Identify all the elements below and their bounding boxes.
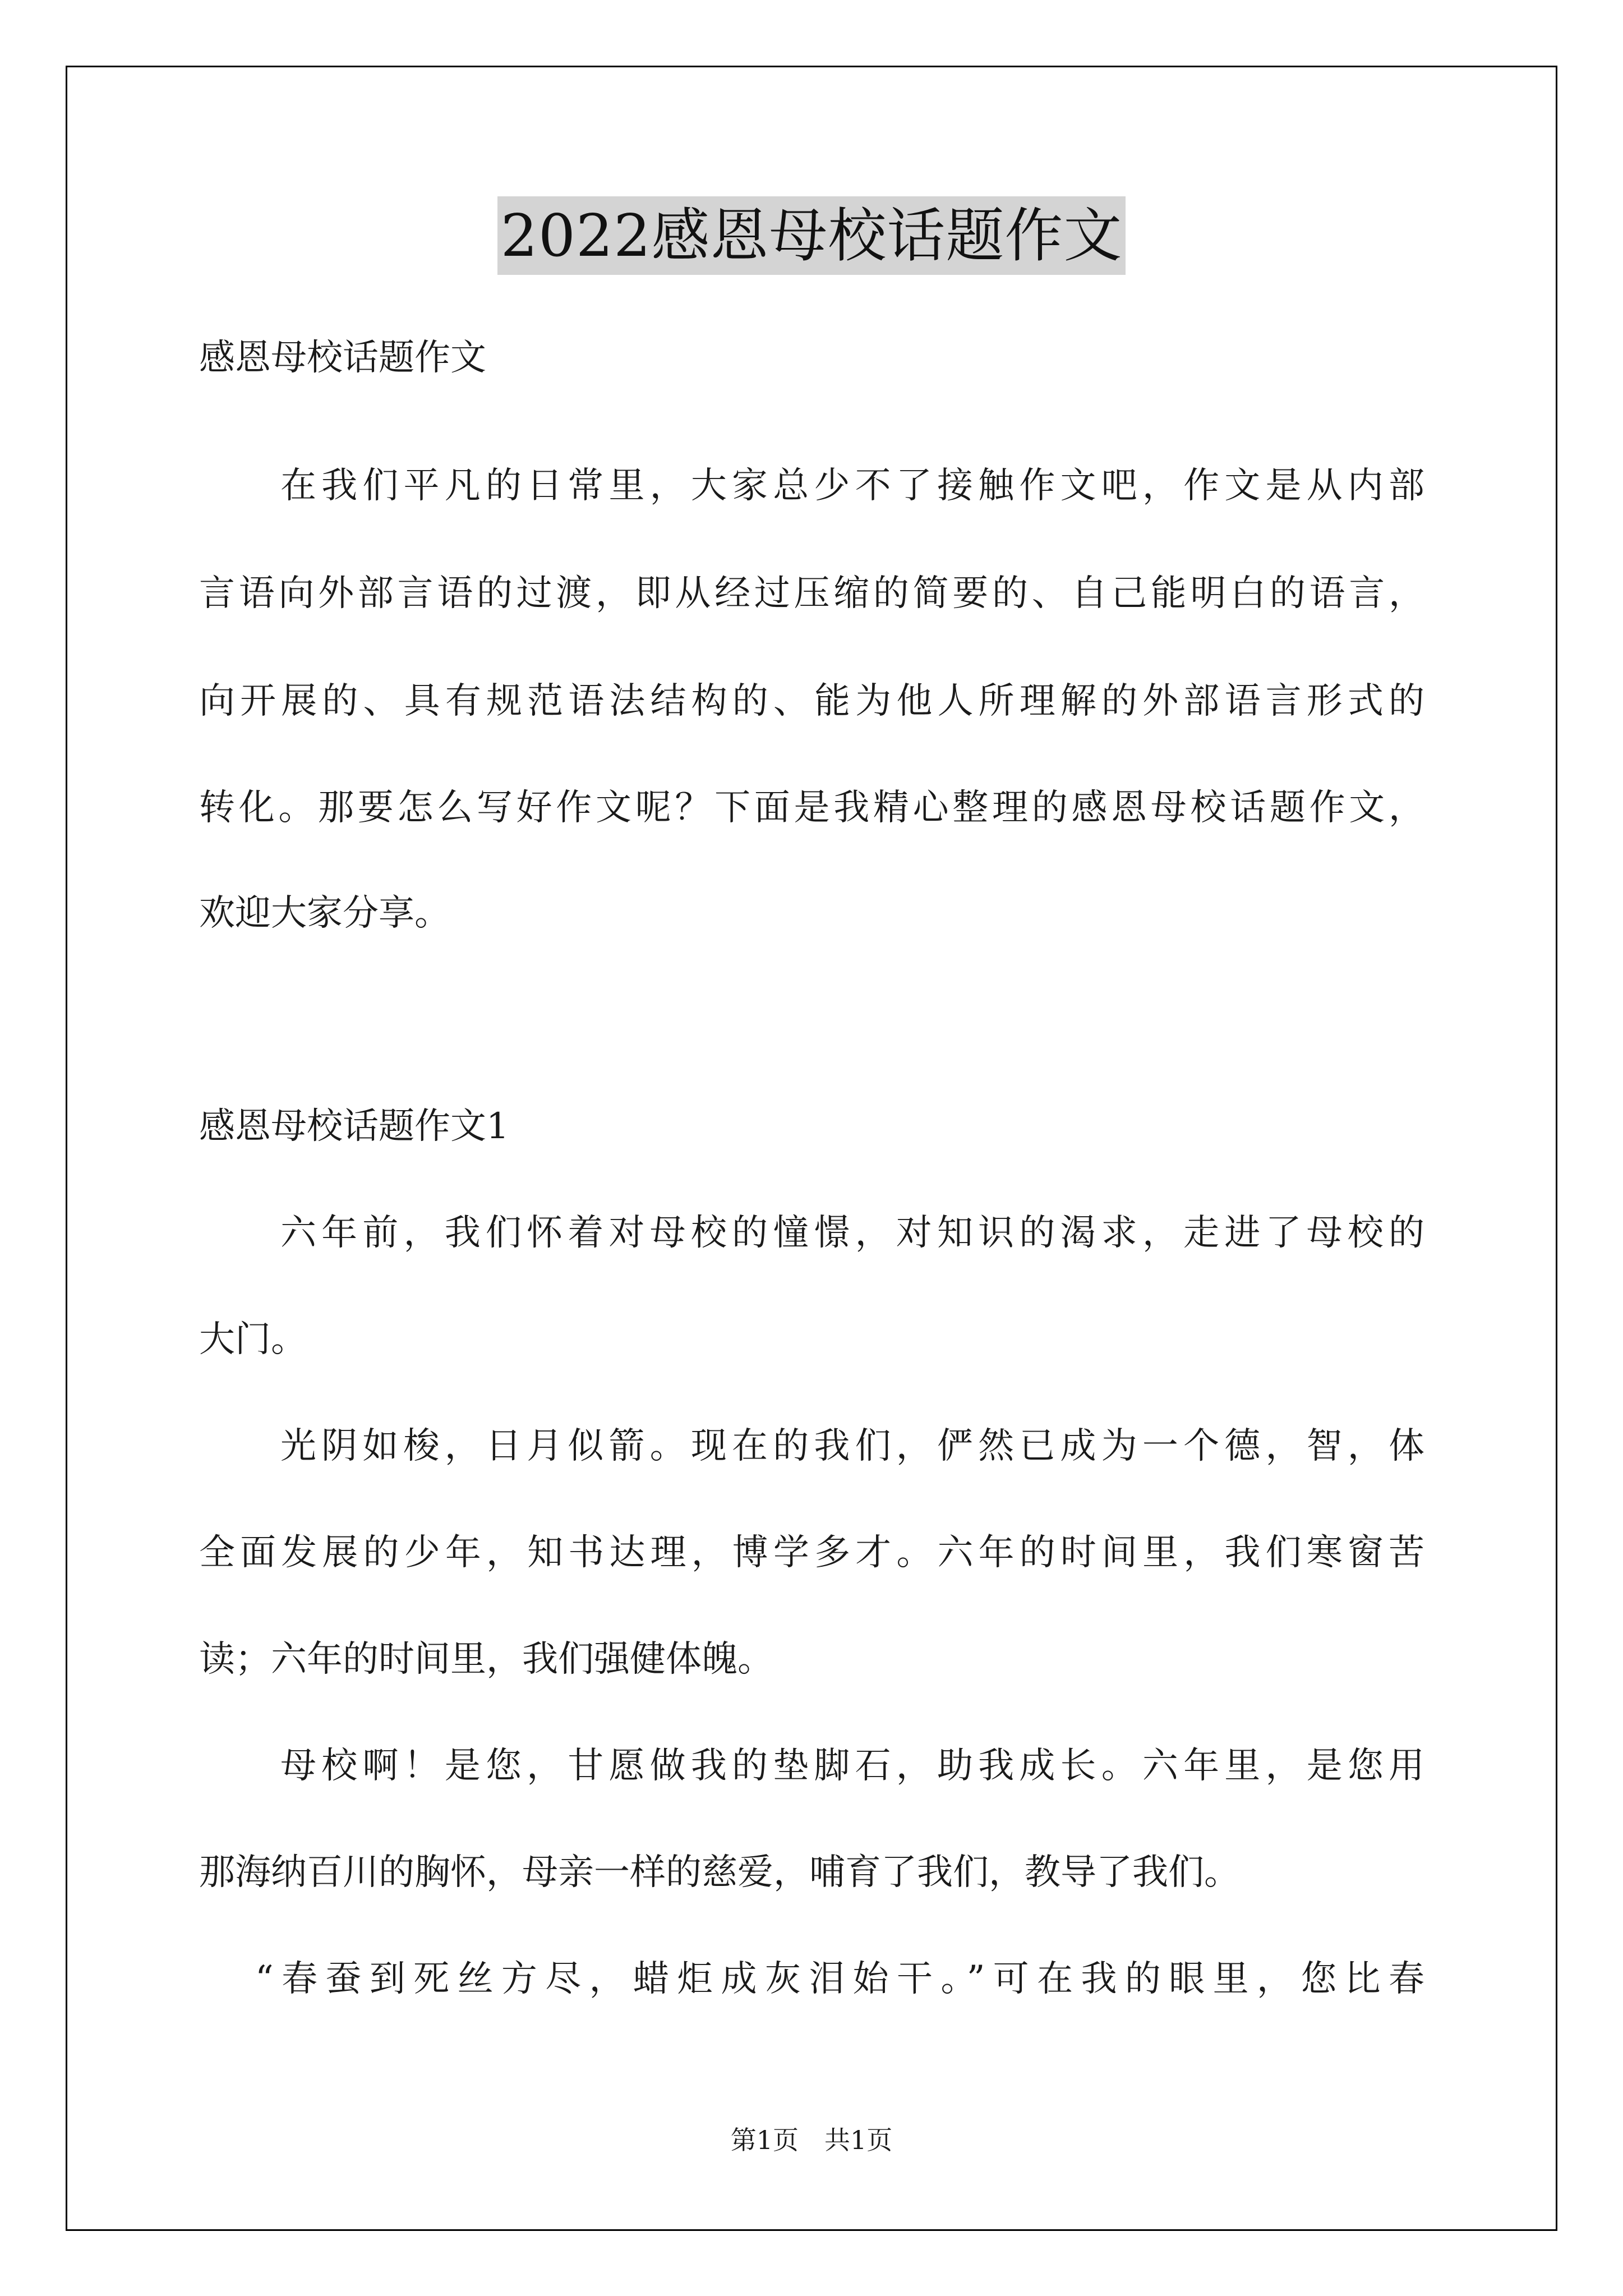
paragraph-line: 大门。 (199, 1319, 307, 1360)
page-number-footer: 第1页 共1页 (730, 2125, 893, 2155)
section-heading-essay-1: 感恩母校话题作文1 (199, 1106, 509, 1147)
paragraph-line: 六年前，我们怀着对母校的憧憬，对知识的渴求，走进了母校的 (280, 1212, 1424, 1254)
paragraph-line: “春蚕到死丝方尽，蜡炬成灰泪始干。”可在我的眼里，您比春 (255, 1958, 1424, 2000)
paragraph-line: 母校啊！是您，甘愿做我的垫脚石，助我成长。六年里，是您用 (280, 1745, 1424, 1787)
paragraph-line: 欢迎大家分享。 (199, 892, 450, 934)
paragraph-line: 那海纳百川的胸怀，母亲一样的慈爱，哺育了我们，教导了我们。 (199, 1852, 1240, 1893)
title-container (0, 196, 1623, 275)
paragraph-line: 向开展的、具有规范语法结构的、能为他人所理解的外部语言形式的 (199, 680, 1424, 722)
paragraph-line: 光阴如梭，日月似箭。现在的我们，俨然已成为一个德，智，体 (280, 1425, 1424, 1467)
paragraph-line: 言语向外部言语的过渡，即从经过压缩的简要的、自己能明白的语言， (199, 573, 1424, 614)
paragraph-line: 全面发展的少年，知书达理，博学多才。六年的时间里，我们寒窗苦 (199, 1532, 1424, 1573)
paragraph-line: 读；六年的时间里，我们强健体魄。 (199, 1639, 773, 1680)
document-title: 2022感恩母校话题作文 (497, 196, 1126, 275)
paragraph-line: 转化。那要怎么写好作文呢？下面是我精心整理的感恩母校话题作文， (199, 787, 1424, 829)
paragraph-line: 在我们平凡的日常里，大家总少不了接触作文吧，作文是从内部 (280, 465, 1424, 507)
section-heading-intro: 感恩母校话题作文 (199, 337, 486, 379)
